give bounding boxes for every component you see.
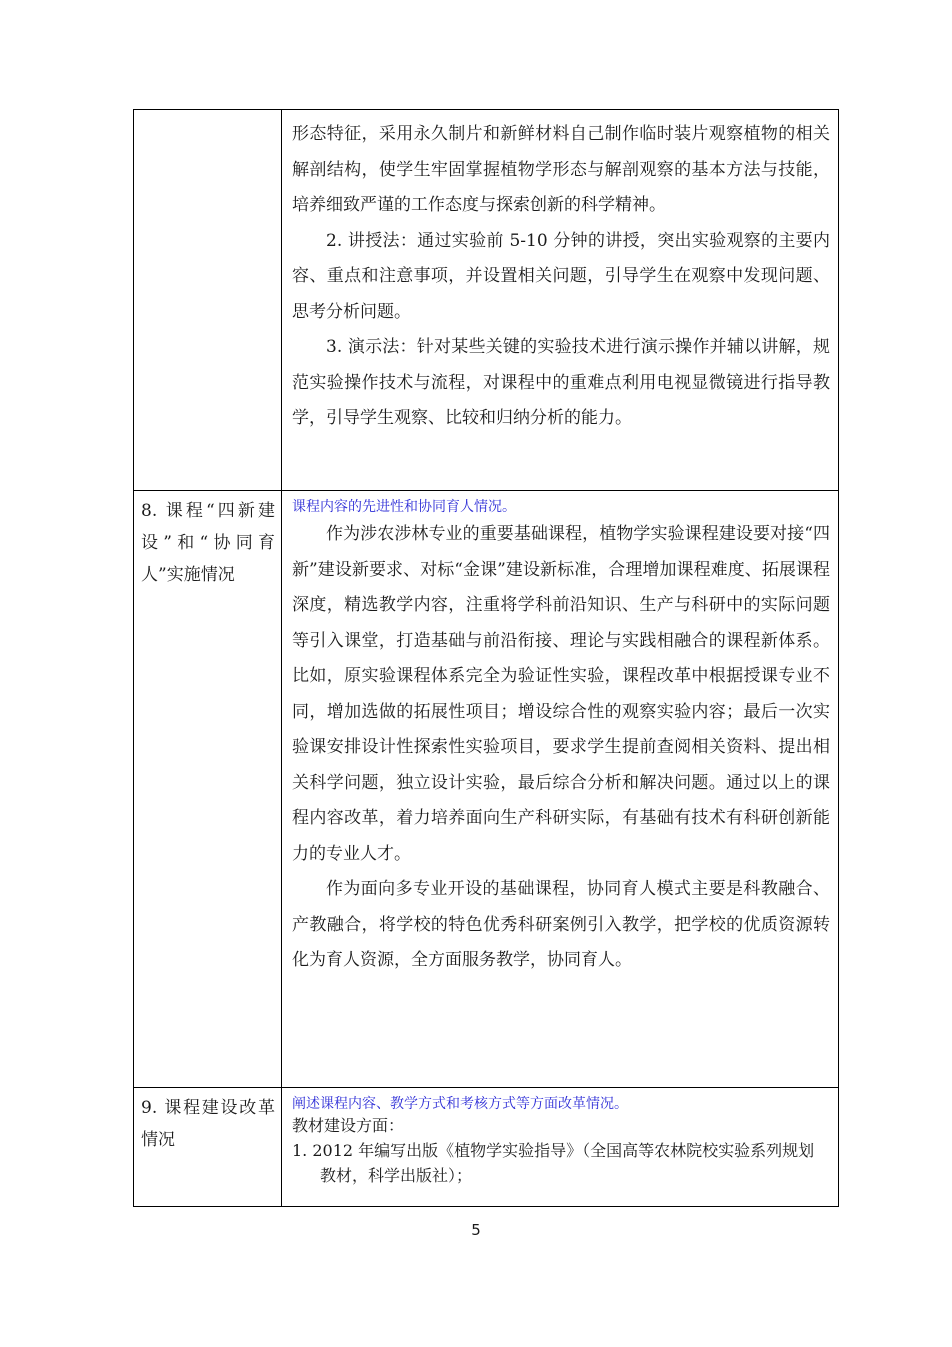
paragraph: 3. 演示法：针对某些关键的实验技术进行演示操作并辅以讲解，规范实验操作技术与流程，对课程中的重难点利用电视显微镜进行指导教学，引导学生观察、比较和归纳分析的能力。 <box>292 337 830 428</box>
section-hint: 课程内容的先进性和协同育人情况。 <box>292 499 516 515</box>
course-form-table <box>133 109 839 1207</box>
row-label: 8. 课程“四新建设”和“协同育人”实施情况 <box>141 501 275 585</box>
row-label-cell <box>134 491 282 1088</box>
list-item: 1. 2012 年编写出版《植物学实验指导》（全国高等农林院校实验系列规划教材，科学出版社）； <box>292 1141 815 1185</box>
subheading: 教材建设方面： <box>292 1116 405 1135</box>
page-number: 5 <box>471 1221 481 1239</box>
paragraph: 作为涉农涉林专业的重要基础课程，植物学实验课程建设要对接“四新”建设新要求、对标“金课”建设新标准，合理增加课程难度、拓展课程深度，精选教学内容，注重将学科前沿知识、生产与科研中的实际问题等引入课堂，打造基础与前沿衔接、理论与实践相融合的课程新体系。比如，原实验课程体系完全为验证性实验，课程改革中根据授课专业不同，增加选做的拓展性项目；增设综合性的观察实验内容；最后一次实验课安排设计性探索性实验项目，要求学生提前查阅相关资料、提出相关科学问题，独立设计实验，最后综合分析和解决问题。通过以上的课程内容改革，着力培养面向生产科研实际，有基础有技术有科研创新能力的专业人才。 <box>292 524 830 864</box>
table-row <box>134 110 839 491</box>
paragraph: 形态特征，采用永久制片和新鲜材料自己制作临时装片观察植物的相关解剖结构，使学生牢固掌握植物学形态与解剖观察的基本方法与技能，培养细致严谨的工作态度与探索创新的科学精神。 <box>292 124 830 215</box>
paragraph: 作为面向多专业开设的基础课程，协同育人模式主要是科教融合、产教融合，将学校的特色优秀科研案例引入教学，把学校的优质资源转化为育人资源，全方面服务教学，协同育人。 <box>292 879 830 970</box>
row-label <box>134 110 281 114</box>
row-label-cell <box>134 1088 282 1207</box>
row-label-cell <box>134 110 282 491</box>
row-label: 9. 课程建设改革情况 <box>141 1098 275 1150</box>
table-row <box>134 491 839 1088</box>
row-content-cell <box>282 110 839 491</box>
section-hint: 阐述课程内容、教学方式和考核方式等方面改革情况。 <box>292 1096 628 1112</box>
row-content-cell <box>282 1088 839 1207</box>
paragraph: 2. 讲授法：通过实验前 5-10 分钟的讲授，突出实验观察的主要内容、重点和注意事项，并设置相关问题，引导学生在观察中发现问题、思考分析问题。 <box>292 230 830 322</box>
row-content-cell <box>282 491 839 1088</box>
table-row <box>134 1088 839 1207</box>
